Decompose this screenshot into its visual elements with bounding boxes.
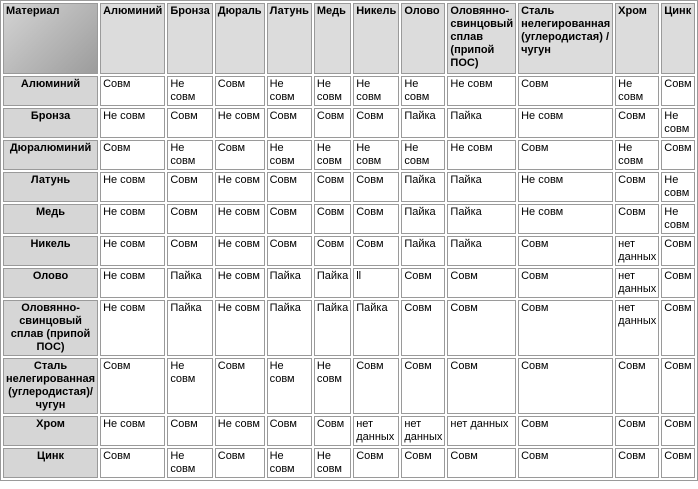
table-cell: нет данных	[615, 236, 659, 266]
table-cell: Не совм	[314, 448, 351, 478]
table-cell: Совм	[615, 172, 659, 202]
table-cell: Пайка	[447, 204, 516, 234]
table-cell: Не совм	[267, 448, 312, 478]
table-row	[3, 300, 695, 356]
table-row	[3, 204, 695, 234]
table-cell: Не совм	[167, 140, 212, 170]
table-cell: Не совм	[518, 172, 613, 202]
table-row	[3, 108, 695, 138]
table-row	[3, 140, 695, 170]
table-cell: Совм	[615, 204, 659, 234]
table-cell: Не совм	[167, 448, 212, 478]
table-cell: Совм	[518, 300, 613, 356]
row-header: Дюралюминий	[3, 140, 98, 170]
column-header: Дюраль	[215, 3, 265, 74]
table-cell: Пайка	[167, 268, 212, 298]
table-cell: Не совм	[314, 140, 351, 170]
table-cell: Совм	[661, 300, 694, 356]
table-cell: Не совм	[100, 172, 165, 202]
table-cell: нет данных	[447, 416, 516, 446]
row-header: Никель	[3, 236, 98, 266]
row-header: Оловянно-свинцовый сплав (припой ПОС)	[3, 300, 98, 356]
table-cell: Не совм	[661, 108, 694, 138]
table-cell: Совм	[100, 448, 165, 478]
table-cell: нет данных	[615, 268, 659, 298]
table-cell: Совм	[353, 448, 399, 478]
table-cell: Совм	[447, 358, 516, 414]
table-cell: Совм	[661, 448, 694, 478]
table-cell: Совм	[314, 204, 351, 234]
column-header: Алюминий	[100, 3, 165, 74]
column-header: Цинк	[661, 3, 694, 74]
table-cell: Пайка	[167, 300, 212, 356]
table-cell: Совм	[167, 236, 212, 266]
table-cell: Не совм	[167, 358, 212, 414]
table-cell: Не совм	[615, 140, 659, 170]
table-cell: Не совм	[100, 236, 165, 266]
table-cell: Совм	[518, 358, 613, 414]
table-row	[3, 172, 695, 202]
table-cell: Совм	[401, 358, 445, 414]
table-cell: Совм	[518, 236, 613, 266]
table-cell: Совм	[215, 76, 265, 106]
table-cell: Совм	[353, 204, 399, 234]
table-cell: Не совм	[100, 268, 165, 298]
table-cell: Не совм	[314, 358, 351, 414]
row-header: Олово	[3, 268, 98, 298]
table-cell: Пайка	[401, 108, 445, 138]
table-cell: Не совм	[215, 172, 265, 202]
table-cell: Совм	[661, 358, 694, 414]
table-cell: Пайка	[353, 300, 399, 356]
table-row	[3, 236, 695, 266]
table-cell: Совм	[314, 172, 351, 202]
table-cell: Не совм	[100, 108, 165, 138]
table-cell: Не совм	[215, 108, 265, 138]
column-header: Сталь нелегированная (углеродистая) / чугун	[518, 3, 613, 74]
table-row	[3, 448, 695, 478]
table-cell: Совм	[447, 268, 516, 298]
table-cell: Совм	[661, 236, 694, 266]
table-cell: Совм	[215, 448, 265, 478]
table-cell: Совм	[401, 448, 445, 478]
table-cell: Не совм	[100, 300, 165, 356]
table-cell: Не совм	[353, 76, 399, 106]
table-cell: Пайка	[314, 300, 351, 356]
table-cell: Пайка	[447, 172, 516, 202]
table-cell: Пайка	[447, 108, 516, 138]
table-cell: Совм	[661, 416, 694, 446]
table-cell: Не совм	[215, 416, 265, 446]
table-cell: Не совм	[100, 416, 165, 446]
corner-header: Материал	[3, 3, 98, 74]
row-header: Медь	[3, 204, 98, 234]
table-cell: Совм	[447, 300, 516, 356]
table-cell: Совм	[314, 416, 351, 446]
table-row	[3, 416, 695, 446]
table-cell: Совм	[661, 268, 694, 298]
table-cell: Пайка	[267, 268, 312, 298]
table-cell: Совм	[661, 76, 694, 106]
table-row	[3, 268, 695, 298]
table-cell: Совм	[401, 300, 445, 356]
table-cell: Совм	[401, 268, 445, 298]
table-row	[3, 76, 695, 106]
table-cell: Совм	[353, 108, 399, 138]
table-row	[3, 358, 695, 414]
table-cell: Пайка	[401, 172, 445, 202]
table-cell: Не совм	[215, 300, 265, 356]
table-cell: Пайка	[401, 204, 445, 234]
table-cell: Не совм	[661, 204, 694, 234]
table-cell: Не совм	[215, 236, 265, 266]
row-header: Латунь	[3, 172, 98, 202]
table-cell: Не совм	[518, 108, 613, 138]
table-cell: Совм	[447, 448, 516, 478]
table-cell: Не совм	[267, 140, 312, 170]
column-header: Оловянно-свинцовый сплав (припой ПОС)	[447, 3, 516, 74]
table-cell: Не совм	[353, 140, 399, 170]
table-cell: нет данных	[401, 416, 445, 446]
column-header: Хром	[615, 3, 659, 74]
table-cell: Не совм	[447, 140, 516, 170]
table-cell: Совм	[100, 358, 165, 414]
table-cell: Совм	[267, 172, 312, 202]
table-cell: Не совм	[215, 268, 265, 298]
row-header: Сталь нелегированная (углеродистая)/ чугун	[3, 358, 98, 414]
table-cell: Совм	[267, 108, 312, 138]
table-cell: Совм	[167, 172, 212, 202]
table-cell: Не совм	[518, 204, 613, 234]
table-cell: Не совм	[401, 140, 445, 170]
table-cell: Совм	[215, 140, 265, 170]
table-cell: Совм	[353, 236, 399, 266]
table-cell: Совм	[267, 204, 312, 234]
table-cell: Совм	[518, 268, 613, 298]
table-cell: Совм	[615, 448, 659, 478]
table-cell: Совм	[314, 108, 351, 138]
table-cell: Совм	[100, 76, 165, 106]
column-header: Медь	[314, 3, 351, 74]
table-cell: Совм	[267, 416, 312, 446]
table-cell: Не совм	[447, 76, 516, 106]
table-cell: Пайка	[401, 236, 445, 266]
table-cell: Совм	[353, 358, 399, 414]
table-cell: Совм	[518, 416, 613, 446]
table-cell: Совм	[615, 358, 659, 414]
table-cell: Совм	[518, 448, 613, 478]
table-cell: Не совм	[100, 204, 165, 234]
table-cell: Совм	[615, 416, 659, 446]
column-header: Олово	[401, 3, 445, 74]
table-cell: Не совм	[401, 76, 445, 106]
row-header: Алюминий	[3, 76, 98, 106]
table-cell: Совм	[167, 108, 212, 138]
table-cell: Совм	[353, 172, 399, 202]
table-cell: Не совм	[661, 172, 694, 202]
table-cell: нет данных	[615, 300, 659, 356]
table-cell: Совм	[314, 236, 351, 266]
table-cell: Совм	[100, 140, 165, 170]
column-header: Латунь	[267, 3, 312, 74]
table-cell: Совм	[215, 358, 265, 414]
table-cell: Совм	[615, 108, 659, 138]
table-cell: нет данных	[353, 416, 399, 446]
table-cell: Пайка	[447, 236, 516, 266]
row-header: Цинк	[3, 448, 98, 478]
table-cell: Не совм	[167, 76, 212, 106]
table-cell: Совм	[167, 416, 212, 446]
table-cell: Совм	[518, 76, 613, 106]
table-cell: Совм	[518, 140, 613, 170]
header-row	[3, 3, 695, 74]
table-cell: Не совм	[267, 76, 312, 106]
table-cell: Не совм	[314, 76, 351, 106]
table-cell: ll	[353, 268, 399, 298]
table-cell: Совм	[167, 204, 212, 234]
table-cell: Совм	[267, 236, 312, 266]
table-cell: Не совм	[267, 358, 312, 414]
row-header: Бронза	[3, 108, 98, 138]
table-body	[3, 76, 695, 478]
table-cell: Совм	[661, 140, 694, 170]
table-cell: Не совм	[215, 204, 265, 234]
table-cell: Не совм	[615, 76, 659, 106]
column-header: Никель	[353, 3, 399, 74]
row-header: Хром	[3, 416, 98, 446]
column-header: Бронза	[167, 3, 212, 74]
table-cell: Пайка	[314, 268, 351, 298]
table-cell: Пайка	[267, 300, 312, 356]
